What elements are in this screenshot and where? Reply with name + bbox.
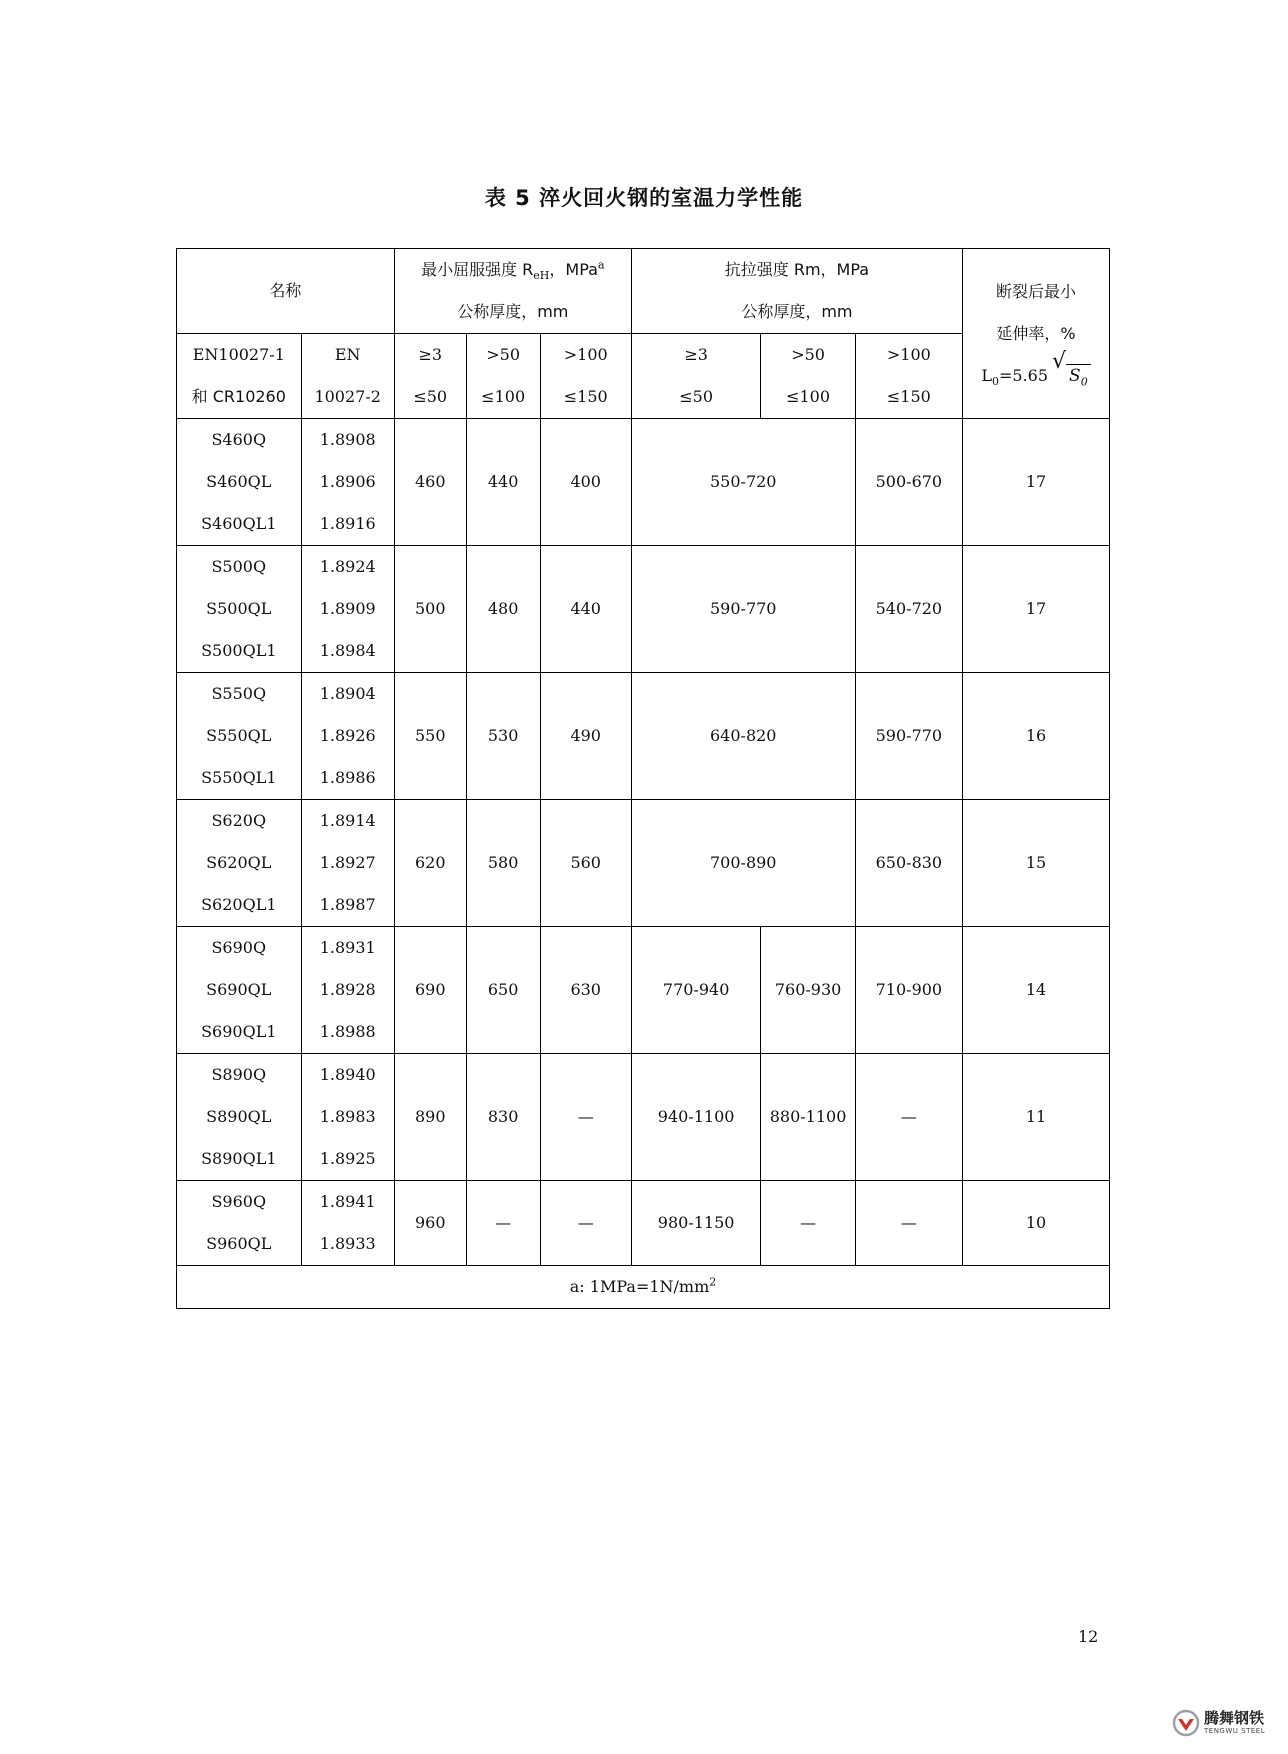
sqrt-symbol-icon: √ $S_0$ — [1052, 355, 1091, 397]
tensile-1: 770-940 — [631, 927, 761, 1054]
tensile-1-2: 590-770 — [631, 546, 855, 673]
steel-numbers: 1.8904 1.8926 1.8986 — [301, 673, 394, 800]
yield-1: 550 — [394, 673, 466, 800]
tensile-3: 590-770 — [855, 673, 962, 800]
elongation: 10 — [963, 1181, 1110, 1266]
yield-1: 960 — [394, 1181, 466, 1266]
steel-names: S460Q S460QL S460QL1 — [177, 419, 302, 546]
tensile-1-2: 550-720 — [631, 419, 855, 546]
header-name: 名称 — [177, 249, 395, 334]
yield-2: 530 — [466, 673, 540, 800]
steel-numbers: 1.8924 1.8909 1.8984 — [301, 546, 394, 673]
tensile-2: 880-1100 — [761, 1054, 855, 1181]
tensile-3: — — [855, 1181, 962, 1266]
elongation: 15 — [963, 800, 1110, 927]
header-en10027-1: EN10027-1 和 CR10260 — [177, 334, 302, 419]
table-row — [177, 419, 1110, 546]
yield-1: 890 — [394, 1054, 466, 1181]
elongation: 14 — [963, 927, 1110, 1054]
yield-1: 500 — [394, 546, 466, 673]
yield-1: 690 — [394, 927, 466, 1054]
footnote-row — [177, 1266, 1110, 1309]
yield-2: 440 — [466, 419, 540, 546]
header-yield-range-2: >50 ≤100 — [466, 334, 540, 419]
yield-1: 620 — [394, 800, 466, 927]
yield-2: 830 — [466, 1054, 540, 1181]
page-number: 12 — [1078, 1627, 1099, 1646]
header-tensile-range-2: >50 ≤100 — [761, 334, 855, 419]
table-row — [177, 1054, 1110, 1181]
steel-names: S960Q S960QL — [177, 1181, 302, 1266]
yield-2: 580 — [466, 800, 540, 927]
tensile-3: 540-720 — [855, 546, 962, 673]
yield-3: 490 — [540, 673, 631, 800]
yield-3: 630 — [540, 927, 631, 1054]
steel-names: S690Q S690QL S690QL1 — [177, 927, 302, 1054]
steel-names: S890Q S890QL S890QL1 — [177, 1054, 302, 1181]
table-row — [177, 800, 1110, 927]
yield-2: 480 — [466, 546, 540, 673]
yield-2: 650 — [466, 927, 540, 1054]
table-row — [177, 927, 1110, 1054]
header-yield: 最小屈服强度 $R_{eH}$，MPa$^a$ 公称厚度，mm — [394, 249, 631, 334]
tensile-3: — — [855, 1054, 962, 1181]
yield-3: — — [540, 1054, 631, 1181]
yield-3: — — [540, 1181, 631, 1266]
table-title: 表 5 淬火回火钢的室温力学性能 — [484, 186, 804, 210]
elongation: 17 — [963, 419, 1110, 546]
header-yield-range-1: ≥3 ≤50 — [394, 334, 466, 419]
logo-en: TENGWU STEEL — [1204, 1727, 1266, 1735]
yield-1: 460 — [394, 419, 466, 546]
steel-numbers: 1.8931 1.8928 1.8988 — [301, 927, 394, 1054]
yield-2: — — [466, 1181, 540, 1266]
tengwu-logo-icon — [1172, 1709, 1200, 1737]
yield-3: 560 — [540, 800, 631, 927]
tensile-3: 500-670 — [855, 419, 962, 546]
steel-names: S620Q S620QL S620QL1 — [177, 800, 302, 927]
table-row — [177, 546, 1110, 673]
elongation: 16 — [963, 673, 1110, 800]
tensile-2: 760-930 — [761, 927, 855, 1054]
header-tensile-range-3: >100 ≤150 — [855, 334, 962, 419]
header-tensile: 抗拉强度 Rm，MPa 公称厚度，mm — [631, 249, 962, 334]
elongation: 17 — [963, 546, 1110, 673]
table-row — [177, 673, 1110, 800]
steel-numbers: 1.8908 1.8906 1.8916 — [301, 419, 394, 546]
yield-3: 400 — [540, 419, 631, 546]
tensile-3: 650-830 — [855, 800, 962, 927]
steel-numbers: 1.8914 1.8927 1.8987 — [301, 800, 394, 927]
header-tensile-range-1: ≥3 ≤50 — [631, 334, 761, 419]
steel-names: S500Q S500QL S500QL1 — [177, 546, 302, 673]
tensile-1-2: 700-890 — [631, 800, 855, 927]
header-en10027-2: EN 10027-2 — [301, 334, 394, 419]
tensile-2: — — [761, 1181, 855, 1266]
footnote: a: $1MPa=1N/mm^2$ — [177, 1266, 1110, 1309]
header-yield-range-3: >100 ≤150 — [540, 334, 631, 419]
tensile-3: 710-900 — [855, 927, 962, 1054]
yield-3: 440 — [540, 546, 631, 673]
header-elongation: 断裂后最小 延伸率，% $L_0=5.65$ √ $S_0$ — [963, 249, 1110, 419]
steel-names: S550Q S550QL S550QL1 — [177, 673, 302, 800]
tensile-1-2: 640-820 — [631, 673, 855, 800]
elongation: 11 — [963, 1054, 1110, 1181]
steel-numbers: 1.8940 1.8983 1.8925 — [301, 1054, 394, 1181]
steel-numbers: 1.8941 1.8933 — [301, 1181, 394, 1266]
header-row-1 — [177, 249, 1110, 334]
table-row — [177, 1181, 1110, 1266]
properties-table — [176, 248, 1110, 1309]
tensile-1: 980-1150 — [631, 1181, 761, 1266]
logo-cn: 腾舞钢铁 — [1204, 1709, 1265, 1727]
tensile-1: 940-1100 — [631, 1054, 761, 1181]
company-logo — [1172, 1706, 1280, 1740]
